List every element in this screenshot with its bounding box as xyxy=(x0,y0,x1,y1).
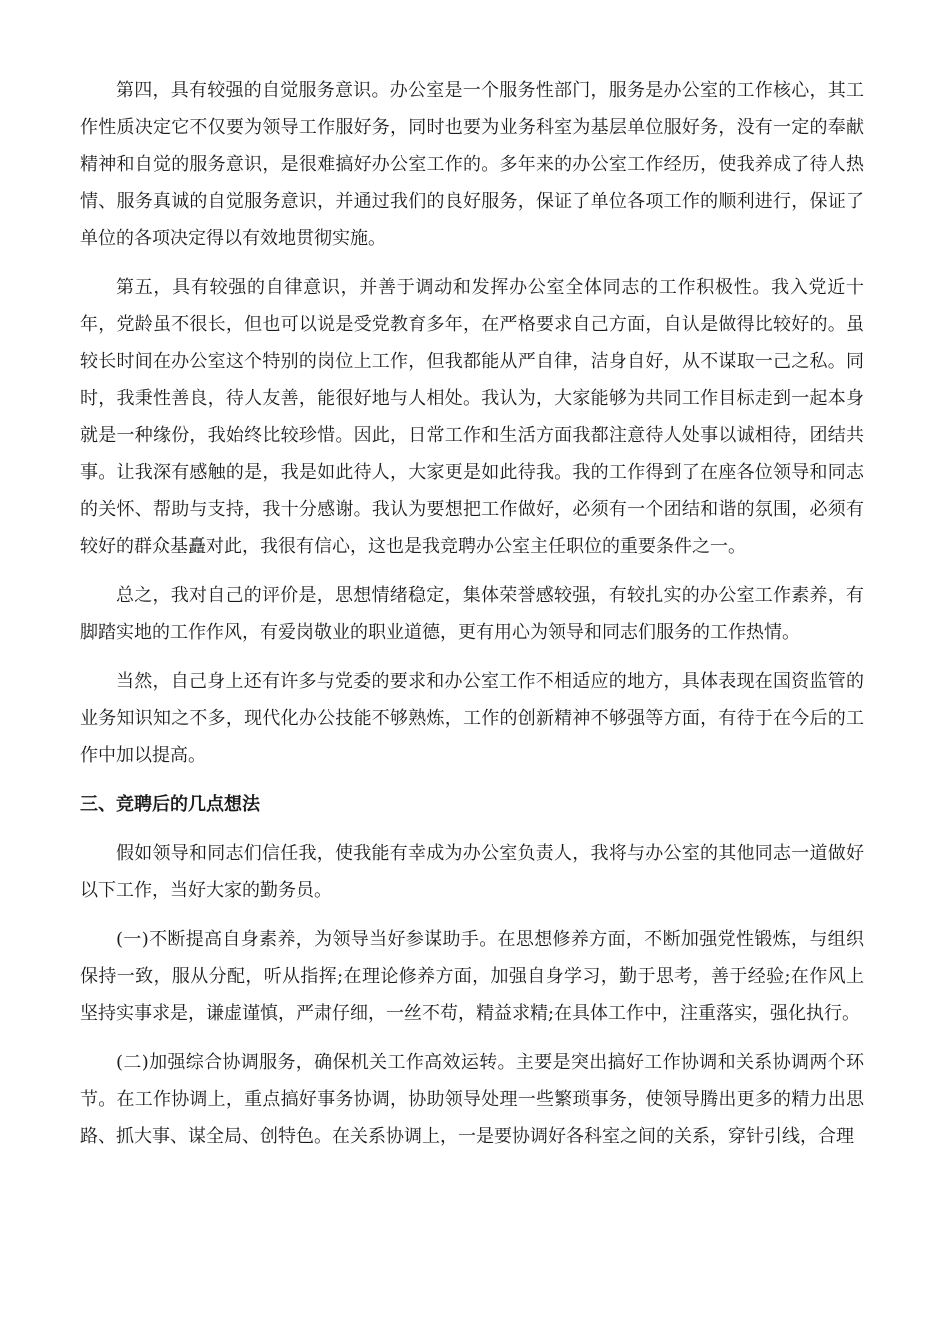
paragraph-item-two: (二)加强综合协调服务，确保机关工作高效运转。主要是突出搞好工作协调和关系协调两个环节。在工作协调上，重点搞好事务协调，协助领导处理一些繁琐事务，使领导腾出更多的精力出思路、抓大事、谋全局、创特色。在关系协调上，一是要协调好各科室之间的关系，穿针引线，合理 xyxy=(80,1052,864,1147)
paragraph-intro: 假如领导和同志们信任我，使我能有幸成为办公室负责人，我将与办公室的其他同志一道做好以下工作，当好大家的勤务员。 xyxy=(80,843,864,901)
paragraph-item-one: (一)不断提高自身素养，为领导当好参谋助手。在思想修养方面，不断加强党性锻炼，与组织保持一致，服从分配，听从指挥;在理论修养方面，加强自身学习，勤于思考，善于经验;在作风上坚持实事求是，谦虚谨慎，严肃仔细，一丝不苟，精益求精;在具体工作中，注重落实，强化执行。 xyxy=(80,929,864,1024)
paragraph-summary: 总之，我对自己的评价是，思想情绪稳定，集体荣誉感较强，有较扎实的办公室工作素养，有脚踏实地的工作作风，有爱岗敬业的职业道德，更有用心为领导和同志们服务的工作热情。 xyxy=(80,585,864,643)
paragraph-fourth-point: 第四，具有较强的自觉服务意识。办公室是一个服务性部门，服务是办公室的工作核心，其工作性质决定它不仅要为领导工作服好务，同时也要为业务科室为基层单位服好务，没有一定的奉献精神和自觉的服务意识，是很难搞好办公室工作的。多年来的办公室工作经历，使我养成了待人热情、服务真诚的自觉服务意识，并通过我们的良好服务，保证了单位各项工作的顺利进行，保证了单位的各项决定得以有效地贯彻实施。 xyxy=(80,80,864,249)
section-heading: 三、竞聘后的几点想法 xyxy=(80,794,260,815)
paragraph-shortcomings: 当然，自己身上还有许多与党委的要求和办公室工作不相适应的地方，具体表现在国资监管的业务知识知之不多，现代化办公技能不够熟炼，工作的创新精神不够强等方面，有待于在今后的工作中加以提高。 xyxy=(80,671,864,766)
paragraph-fifth-point: 第五，具有较强的自律意识，并善于调动和发挥办公室全体同志的工作积极性。我入党近十年，党龄虽不很长，但也可以说是受党教育多年，在严格要求自己方面，自认是做得比较好的。虽较长时间在办公室这个特别的岗位上工作，但我都能从严自律，洁身自好，从不谋取一己之私。同时，我秉性善良，待人友善，能很好地与人相处。我认为，大家能够为共同工作目标走到一起本身就是一种缘份，我始终比较珍惜。因此，日常工作和生活方面我都注意待人处事以诚相待，团结共事。让我深有感触的是，我是如此待人，大家更是如此待我。我的工作得到了在座各位领导和同志的关怀、帮助与支持，我十分感谢。我认为要想把工作做好，必须有一个团结和谐的氛围，必须有较好的群众基矗对此，我很有信心，这也是我竞聘办公室主任职位的重要条件之一。 xyxy=(80,277,864,557)
document-page xyxy=(80,72,864,1167)
